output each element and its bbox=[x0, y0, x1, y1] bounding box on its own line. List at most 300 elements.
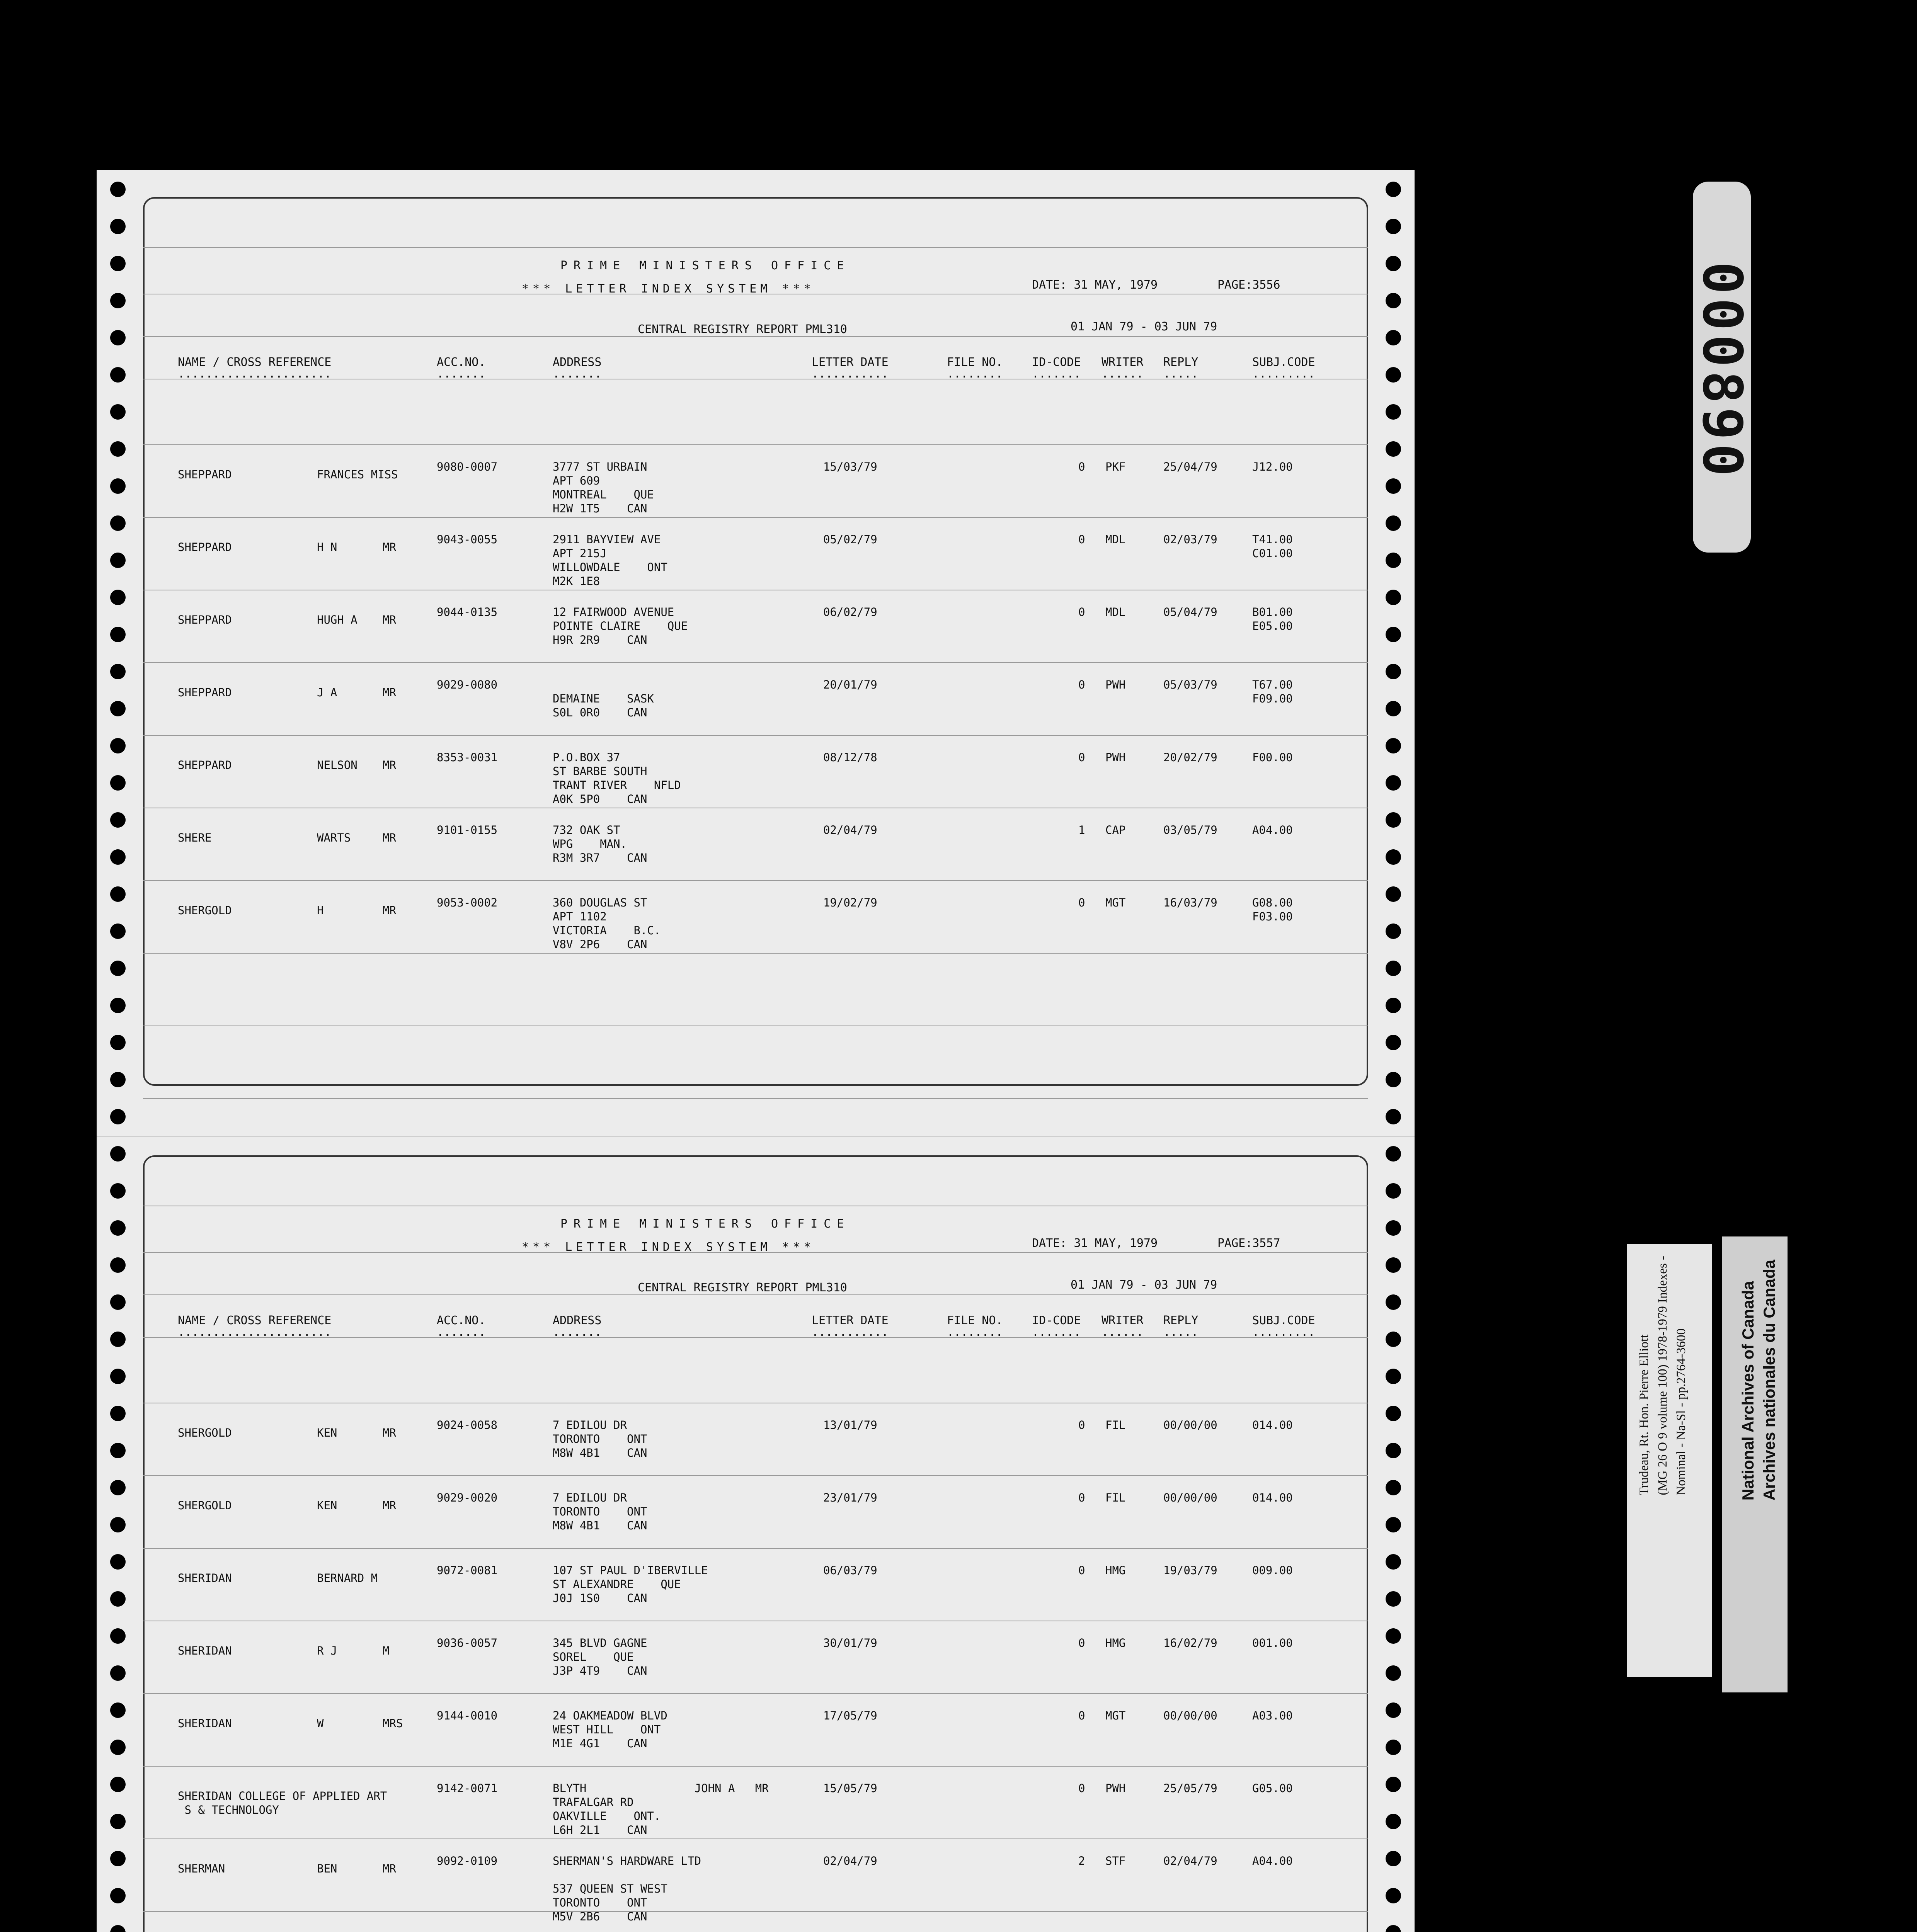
entry-letter-date: 05/02/79 bbox=[823, 533, 877, 546]
sprocket-hole bbox=[1386, 1109, 1401, 1124]
report-office-title: PRIME MINISTERS OFFICE bbox=[560, 1217, 850, 1231]
entry-id-code: 1 bbox=[1078, 823, 1085, 837]
sprocket-hole bbox=[1386, 1183, 1401, 1199]
column-dots: ...................... bbox=[178, 1325, 332, 1339]
entry-letter-date: 13/01/79 bbox=[823, 1418, 877, 1432]
entry-title: MR bbox=[383, 686, 396, 699]
entry-writer: FIL bbox=[1105, 1418, 1126, 1432]
entry-id-code: 0 bbox=[1078, 896, 1085, 909]
index-entry bbox=[143, 896, 1368, 969]
sprocket-hole bbox=[110, 923, 126, 939]
report-name: CENTRAL REGISTRY REPORT PML310 bbox=[638, 1281, 847, 1294]
entry-writer: PKF bbox=[1105, 460, 1126, 473]
entry-given-name: KEN bbox=[317, 1426, 337, 1439]
column-dots: ........ bbox=[947, 1325, 1003, 1339]
entry-subj-code: 001.00 bbox=[1252, 1636, 1293, 1650]
entry-surname: SHEPPARD bbox=[178, 759, 232, 772]
entry-title: MRS bbox=[383, 1717, 403, 1730]
entry-subj-code: J12.00 bbox=[1252, 460, 1293, 473]
sprocket-hole bbox=[1386, 1851, 1401, 1866]
entry-acc-no: 9053-0002 bbox=[437, 896, 498, 909]
entry-id-code: 0 bbox=[1078, 678, 1085, 691]
entry-id-code: 0 bbox=[1078, 1418, 1085, 1432]
entry-reply: 05/03/79 bbox=[1163, 678, 1217, 691]
index-entry bbox=[143, 1709, 1368, 1782]
report-system-title: *** LETTER INDEX SYSTEM *** bbox=[522, 282, 815, 296]
index-entry bbox=[143, 1418, 1368, 1492]
entry-acc-no: 9101-0155 bbox=[437, 823, 498, 837]
index-entry bbox=[143, 1781, 1368, 1855]
entry-reply: 00/00/00 bbox=[1163, 1491, 1217, 1504]
sprocket-hole bbox=[110, 478, 126, 494]
sprocket-hole bbox=[110, 664, 126, 679]
entry-id-code: 0 bbox=[1078, 533, 1085, 546]
sprocket-hole bbox=[110, 1294, 126, 1310]
entry-title: MR bbox=[383, 613, 396, 626]
column-dots: ..... bbox=[1163, 1325, 1199, 1339]
sprocket-hole bbox=[110, 1369, 126, 1384]
entry-acc-no: 9044-0135 bbox=[437, 605, 498, 619]
entry-surname: SHERIDAN bbox=[178, 1717, 232, 1730]
entry-acc-no: 9043-0055 bbox=[437, 533, 498, 546]
entry-id-code: 0 bbox=[1078, 1636, 1085, 1650]
sprocket-hole bbox=[1386, 367, 1401, 383]
sprocket-hole bbox=[1386, 1146, 1401, 1162]
sprocket-hole bbox=[110, 812, 126, 828]
entry-surname: SHERGOLD bbox=[178, 904, 232, 917]
sprocket-hole bbox=[1386, 1294, 1401, 1310]
sprocket-hole bbox=[110, 219, 126, 234]
index-entry bbox=[143, 1636, 1368, 1709]
entry-reply: 02/03/79 bbox=[1163, 533, 1217, 546]
entry-acc-no: 9092-0109 bbox=[437, 1854, 498, 1867]
sprocket-hole bbox=[110, 1109, 126, 1124]
entry-subj-code: 009.00 bbox=[1252, 1564, 1293, 1577]
entry-id-code: 0 bbox=[1078, 1564, 1085, 1577]
column-header-letter-date: LETTER DATE bbox=[812, 1314, 889, 1327]
entry-writer: PWH bbox=[1105, 678, 1126, 691]
column-header-subj: SUBJ.CODE bbox=[1252, 355, 1315, 369]
entry-id-code: 0 bbox=[1078, 1709, 1085, 1722]
sprocket-hole bbox=[1386, 330, 1401, 345]
entry-acc-no: 9072-0081 bbox=[437, 1564, 498, 1577]
entry-acc-no: 8353-0031 bbox=[437, 751, 498, 764]
column-header-id-code: ID-CODE bbox=[1032, 355, 1081, 369]
column-dots: ....... bbox=[1032, 1325, 1081, 1339]
entry-writer: PWH bbox=[1105, 751, 1126, 764]
sprocket-hole bbox=[110, 1702, 126, 1718]
entry-writer: MDL bbox=[1105, 605, 1126, 619]
sprocket-hole bbox=[110, 293, 126, 308]
sprocket-hole bbox=[110, 775, 126, 791]
sprocket-hole bbox=[110, 182, 126, 197]
entry-letter-date: 17/05/79 bbox=[823, 1709, 877, 1722]
sprocket-hole bbox=[110, 1554, 126, 1570]
sprocket-hole bbox=[110, 738, 126, 753]
sprocket-hole bbox=[1386, 1702, 1401, 1718]
report-name: CENTRAL REGISTRY REPORT PML310 bbox=[638, 323, 847, 336]
sprocket-hole bbox=[110, 886, 126, 902]
column-dots: ...... bbox=[1102, 1325, 1144, 1339]
entry-given-name: BEN bbox=[317, 1862, 337, 1875]
report-date-range: 01 JAN 79 - 03 JUN 79 bbox=[1071, 1278, 1217, 1292]
index-entry bbox=[143, 750, 1368, 824]
entry-address: DEMAINE SASK S0L 0R0 CAN bbox=[553, 692, 654, 719]
entry-surname: SHERGOLD bbox=[178, 1499, 232, 1512]
entry-surname: SHEPPARD bbox=[178, 468, 232, 481]
sprocket-hole bbox=[1386, 1517, 1401, 1532]
printout-sheet bbox=[97, 170, 1415, 1932]
entry-address: 24 OAKMEADOW BLVD WEST HILL ONT M1E 4G1 CAN bbox=[553, 1709, 667, 1750]
column-header-address: ADDRESS bbox=[553, 355, 602, 369]
entry-address: 345 BLVD GAGNE SOREL QUE J3P 4T9 CAN bbox=[553, 1636, 647, 1677]
sprocket-hole bbox=[1386, 478, 1401, 494]
column-dots: ......... bbox=[1252, 1325, 1315, 1339]
entry-subj-code: F00.00 bbox=[1252, 751, 1293, 764]
sprocket-hole bbox=[1386, 998, 1401, 1013]
index-entry bbox=[143, 823, 1368, 896]
entry-subj-code: 014.00 bbox=[1252, 1491, 1293, 1504]
column-header-subj: SUBJ.CODE bbox=[1252, 1314, 1315, 1327]
entry-id-code: 0 bbox=[1078, 1491, 1085, 1504]
index-entry bbox=[143, 460, 1368, 533]
sprocket-hole bbox=[110, 1777, 126, 1792]
sprocket-hole bbox=[110, 961, 126, 976]
entry-letter-date: 30/01/79 bbox=[823, 1636, 877, 1650]
entry-writer: CAP bbox=[1105, 823, 1126, 837]
sprocket-hole bbox=[1386, 1925, 1401, 1932]
entry-reply: 20/02/79 bbox=[1163, 751, 1217, 764]
sprocket-hole bbox=[110, 1146, 126, 1162]
sprocket-hole bbox=[1386, 812, 1401, 828]
sprocket-hole bbox=[1386, 627, 1401, 642]
sprocket-hole bbox=[110, 627, 126, 642]
entry-acc-no: 9144-0010 bbox=[437, 1709, 498, 1722]
entry-letter-date: 15/05/79 bbox=[823, 1782, 877, 1795]
column-dots: ..... bbox=[1163, 367, 1199, 381]
column-header-reply: REPLY bbox=[1163, 1314, 1199, 1327]
entry-acc-no: 9080-0007 bbox=[437, 460, 498, 473]
column-dots: ....... bbox=[1032, 367, 1081, 381]
archive-label bbox=[1627, 1244, 1712, 1677]
sprocket-hole bbox=[110, 515, 126, 531]
entry-reply: 00/00/00 bbox=[1163, 1709, 1217, 1722]
sprocket-hole bbox=[1386, 1554, 1401, 1570]
sprocket-hole bbox=[110, 701, 126, 716]
sprocket-hole bbox=[110, 1406, 126, 1421]
sprocket-hole bbox=[110, 1888, 126, 1903]
index-entry bbox=[143, 1563, 1368, 1637]
entry-acc-no: 9036-0057 bbox=[437, 1636, 498, 1650]
index-entry bbox=[143, 1491, 1368, 1564]
column-header-file-no: FILE NO. bbox=[947, 1314, 1003, 1327]
entry-acc-no: 9029-0080 bbox=[437, 678, 498, 691]
sprocket-hole bbox=[110, 1480, 126, 1495]
sprocket-hole bbox=[1386, 961, 1401, 976]
sprocket-hole bbox=[1386, 1406, 1401, 1421]
report-page bbox=[143, 1155, 1368, 1932]
entry-acc-no: 9142-0071 bbox=[437, 1782, 498, 1795]
sprocket-hole bbox=[1386, 1480, 1401, 1495]
entry-given-name: WARTS bbox=[317, 831, 351, 844]
sprocket-hole bbox=[1386, 701, 1401, 716]
sprocket-hole bbox=[110, 1591, 126, 1607]
report-office-title: PRIME MINISTERS OFFICE bbox=[560, 259, 850, 272]
entry-surname: SHERIDAN COLLEGE OF APPLIED ART S & TECHNOLOGY bbox=[178, 1789, 387, 1816]
entry-given-name: NELSON bbox=[317, 759, 358, 772]
entry-given-name: KEN bbox=[317, 1499, 337, 1512]
entry-letter-date: 02/04/79 bbox=[823, 823, 877, 837]
entry-surname: SHEPPARD bbox=[178, 541, 232, 554]
entry-writer: FIL bbox=[1105, 1491, 1126, 1504]
sprocket-hole bbox=[110, 1517, 126, 1532]
column-header-reply: REPLY bbox=[1163, 355, 1199, 369]
column-dots: ....... bbox=[553, 1325, 602, 1339]
column-header-letter-date: LETTER DATE bbox=[812, 355, 889, 369]
entry-writer: MDL bbox=[1105, 533, 1126, 546]
report-date: DATE: 31 MAY, 1979 bbox=[1032, 278, 1158, 292]
column-dots: ........... bbox=[812, 1325, 889, 1339]
sprocket-hole bbox=[110, 1220, 126, 1236]
column-header-address: ADDRESS bbox=[553, 1314, 602, 1327]
entry-surname: SHERE bbox=[178, 831, 212, 844]
sprocket-hole bbox=[110, 1332, 126, 1347]
entry-id-code: 2 bbox=[1078, 1854, 1085, 1867]
sprocket-hole bbox=[1386, 1035, 1401, 1050]
column-dots: ...................... bbox=[178, 367, 332, 381]
entry-letter-date: 15/03/79 bbox=[823, 460, 877, 473]
sprocket-hole bbox=[1386, 515, 1401, 531]
entry-title: M bbox=[383, 1644, 390, 1657]
sprocket-hole bbox=[1386, 219, 1401, 234]
entry-address: 12 FAIRWOOD AVENUE POINTE CLAIRE QUE H9R 2R9 CAN bbox=[553, 605, 688, 646]
column-dots: ....... bbox=[553, 367, 602, 381]
entry-subj-code: A04.00 bbox=[1252, 823, 1293, 837]
entry-subj-code: G08.00 F03.00 bbox=[1252, 896, 1293, 923]
sprocket-hole bbox=[1386, 664, 1401, 679]
entry-subj-code: 014.00 bbox=[1252, 1418, 1293, 1432]
column-dots: ...... bbox=[1102, 367, 1144, 381]
entry-subj-code: A03.00 bbox=[1252, 1709, 1293, 1722]
entry-subj-code: A04.00 bbox=[1252, 1854, 1293, 1867]
entry-letter-date: 19/02/79 bbox=[823, 896, 877, 909]
sprocket-hole bbox=[110, 367, 126, 383]
entry-writer: HMG bbox=[1105, 1636, 1126, 1650]
sprocket-hole bbox=[110, 404, 126, 420]
sprocket-hole bbox=[110, 1628, 126, 1644]
entry-id-code: 0 bbox=[1078, 751, 1085, 764]
column-dots: ....... bbox=[437, 1325, 486, 1339]
column-header-name: NAME / CROSS REFERENCE bbox=[178, 355, 332, 369]
entry-id-code: 0 bbox=[1078, 605, 1085, 619]
sprocket-hole bbox=[1386, 1814, 1401, 1829]
entry-given-name: J A bbox=[317, 686, 337, 699]
index-entry bbox=[143, 532, 1368, 606]
entry-surname: SHERIDAN bbox=[178, 1571, 232, 1585]
sprocket-hole bbox=[1386, 1740, 1401, 1755]
sprocket-hole bbox=[1386, 404, 1401, 420]
entry-surname: SHERMAN bbox=[178, 1862, 225, 1875]
sprocket-hole bbox=[1386, 1591, 1401, 1607]
index-entry bbox=[143, 605, 1368, 679]
ruled-line bbox=[143, 247, 1368, 248]
column-dots: ........... bbox=[812, 367, 889, 381]
entry-writer: HMG bbox=[1105, 1564, 1126, 1577]
entry-given-name: H N bbox=[317, 541, 337, 554]
entry-letter-date: 02/04/79 bbox=[823, 1854, 877, 1867]
entry-given-name: H bbox=[317, 904, 324, 917]
entry-letter-date: 08/12/78 bbox=[823, 751, 877, 764]
sprocket-hole bbox=[1386, 775, 1401, 791]
entry-address: 7 EDILOU DR TORONTO ONT M8W 4B1 CAN bbox=[553, 1418, 647, 1459]
sprocket-hole bbox=[1386, 293, 1401, 308]
entry-writer: MGT bbox=[1105, 1709, 1126, 1722]
entry-title: MR bbox=[383, 1862, 396, 1875]
column-header-acc: ACC.NO. bbox=[437, 355, 486, 369]
entry-address: SHERMAN'S HARDWARE LTD 537 QUEEN ST WEST TORONTO ONT M5V 2B6 CAN bbox=[553, 1854, 701, 1923]
entry-subj-code: G05.00 bbox=[1252, 1782, 1293, 1795]
sprocket-hole bbox=[110, 553, 126, 568]
ruled-line bbox=[143, 444, 1368, 445]
report-page bbox=[143, 197, 1368, 1086]
column-header-name: NAME / CROSS REFERENCE bbox=[178, 1314, 332, 1327]
entry-reply: 16/02/79 bbox=[1163, 1636, 1217, 1650]
index-entry bbox=[143, 678, 1368, 751]
sprocket-hole bbox=[1386, 1628, 1401, 1644]
entry-writer: PWH bbox=[1105, 1782, 1126, 1795]
sprocket-hole bbox=[1386, 1777, 1401, 1792]
entry-letter-date: 06/02/79 bbox=[823, 605, 877, 619]
index-entry bbox=[143, 1854, 1368, 1927]
entry-given-name: FRANCES MISS bbox=[317, 468, 398, 481]
sprocket-hole bbox=[1386, 182, 1401, 197]
ruled-line bbox=[143, 1098, 1368, 1099]
sprocket-hole bbox=[110, 1443, 126, 1458]
sprocket-hole bbox=[1386, 1257, 1401, 1273]
report-date: DATE: 31 MAY, 1979 bbox=[1032, 1236, 1158, 1250]
entry-address: 2911 BAYVIEW AVE APT 215J WILLOWDALE ONT M2K 1E8 bbox=[553, 533, 667, 588]
entry-title: MR bbox=[383, 759, 396, 772]
entry-title: MR bbox=[383, 1499, 396, 1512]
entry-surname: SHERGOLD bbox=[178, 1426, 232, 1439]
sprocket-hole bbox=[110, 1072, 126, 1087]
entry-given-name: HUGH A bbox=[317, 613, 358, 626]
entry-given-name: W bbox=[317, 1717, 324, 1730]
entry-address: 360 DOUGLAS ST APT 1102 VICTORIA B.C. V8V 2P6 CAN bbox=[553, 896, 661, 951]
sprocket-hole bbox=[1386, 1369, 1401, 1384]
entry-given-name: R J bbox=[317, 1644, 337, 1657]
sprocket-hole bbox=[110, 256, 126, 271]
entry-surname: SHEPPARD bbox=[178, 686, 232, 699]
entry-letter-date: 23/01/79 bbox=[823, 1491, 877, 1504]
sprocket-hole bbox=[1386, 1888, 1401, 1903]
sprocket-hole bbox=[110, 1925, 126, 1932]
sprocket-hole bbox=[1386, 886, 1401, 902]
sprocket-hole bbox=[1386, 738, 1401, 753]
entry-id-code: 0 bbox=[1078, 460, 1085, 473]
report-page-number: PAGE:3557 bbox=[1217, 1236, 1280, 1250]
column-header-file-no: FILE NO. bbox=[947, 355, 1003, 369]
sprocket-hole bbox=[1386, 256, 1401, 271]
sprocket-hole bbox=[110, 590, 126, 605]
sprocket-hole bbox=[110, 1257, 126, 1273]
sprocket-hole bbox=[110, 849, 126, 865]
entry-surname: SHERIDAN bbox=[178, 1644, 232, 1657]
sprocket-hole bbox=[110, 1814, 126, 1829]
sprocket-hole bbox=[110, 1740, 126, 1755]
report-system-title: *** LETTER INDEX SYSTEM *** bbox=[522, 1240, 815, 1254]
entry-reply: 03/05/79 bbox=[1163, 823, 1217, 837]
entry-address: 732 OAK ST WPG MAN. R3M 3R7 CAN bbox=[553, 823, 647, 864]
entry-title: MR bbox=[383, 541, 396, 554]
entry-address: P.O.BOX 37 ST BARBE SOUTH TRANT RIVER NFLD A0K 5P0 CAN bbox=[553, 751, 681, 806]
sprocket-hole bbox=[1386, 553, 1401, 568]
sprocket-hole bbox=[1386, 849, 1401, 865]
entry-reply: 16/03/79 bbox=[1163, 896, 1217, 909]
entry-reply: 02/04/79 bbox=[1163, 1854, 1217, 1867]
entry-address: BLYTH JOHN A MR TRAFALGAR RD OAKVILLE ONT. L6H 2L1 CAN bbox=[553, 1782, 769, 1837]
sprocket-hole bbox=[110, 1035, 126, 1050]
sprocket-hole bbox=[110, 998, 126, 1013]
entry-letter-date: 20/01/79 bbox=[823, 678, 877, 691]
sprocket-hole bbox=[1386, 923, 1401, 939]
entry-id-code: 0 bbox=[1078, 1782, 1085, 1795]
sprocket-hole bbox=[1386, 1332, 1401, 1347]
report-page-number: PAGE:3556 bbox=[1217, 278, 1280, 292]
sprocket-hole bbox=[1386, 441, 1401, 457]
sprocket-hole bbox=[110, 330, 126, 345]
entry-reply: 05/04/79 bbox=[1163, 605, 1217, 619]
column-header-writer: WRITER bbox=[1102, 355, 1144, 369]
entry-reply: 25/04/79 bbox=[1163, 460, 1217, 473]
entry-writer: MGT bbox=[1105, 896, 1126, 909]
sprocket-hole bbox=[1386, 1665, 1401, 1681]
institution-label bbox=[1722, 1236, 1788, 1692]
sprocket-hole bbox=[110, 441, 126, 457]
entry-reply: 00/00/00 bbox=[1163, 1418, 1217, 1432]
column-dots: ........ bbox=[947, 367, 1003, 381]
entry-address: 3777 ST URBAIN APT 609 MONTREAL QUE H2W 1T5 CAN bbox=[553, 460, 654, 515]
column-header-writer: WRITER bbox=[1102, 1314, 1144, 1327]
sprocket-hole bbox=[1386, 590, 1401, 605]
sprocket-hole bbox=[110, 1183, 126, 1199]
entry-letter-date: 06/03/79 bbox=[823, 1564, 877, 1577]
column-header-id-code: ID-CODE bbox=[1032, 1314, 1081, 1327]
box-number: 000890 bbox=[1691, 262, 1754, 480]
sprocket-hole bbox=[110, 1665, 126, 1681]
column-dots: ....... bbox=[437, 367, 486, 381]
report-date-range: 01 JAN 79 - 03 JUN 79 bbox=[1071, 320, 1217, 333]
entry-address: 7 EDILOU DR TORONTO ONT M8W 4B1 CAN bbox=[553, 1491, 647, 1532]
entry-subj-code: T67.00 F09.00 bbox=[1252, 678, 1293, 705]
entry-address: 107 ST PAUL D'IBERVILLE ST ALEXANDRE QUE J0J 1S0 CAN bbox=[553, 1564, 708, 1605]
institution-label-text: National Archives of Canada Archives nationales du Canada bbox=[1739, 1260, 1778, 1501]
entry-reply: 25/05/79 bbox=[1163, 1782, 1217, 1795]
entry-surname: SHEPPARD bbox=[178, 613, 232, 626]
entry-subj-code: T41.00 C01.00 bbox=[1252, 533, 1293, 560]
entry-acc-no: 9024-0058 bbox=[437, 1418, 498, 1432]
entry-title: MR bbox=[383, 904, 396, 917]
sprocket-hole bbox=[1386, 1443, 1401, 1458]
entry-writer: STF bbox=[1105, 1854, 1126, 1867]
perforation-line bbox=[97, 1136, 1415, 1137]
entry-title: MR bbox=[383, 831, 396, 844]
entry-reply: 19/03/79 bbox=[1163, 1564, 1217, 1577]
entry-subj-code: B01.00 E05.00 bbox=[1252, 605, 1293, 633]
entry-title: MR bbox=[383, 1426, 396, 1439]
sprocket-hole bbox=[1386, 1220, 1401, 1236]
entry-given-name: BERNARD M bbox=[317, 1571, 378, 1585]
